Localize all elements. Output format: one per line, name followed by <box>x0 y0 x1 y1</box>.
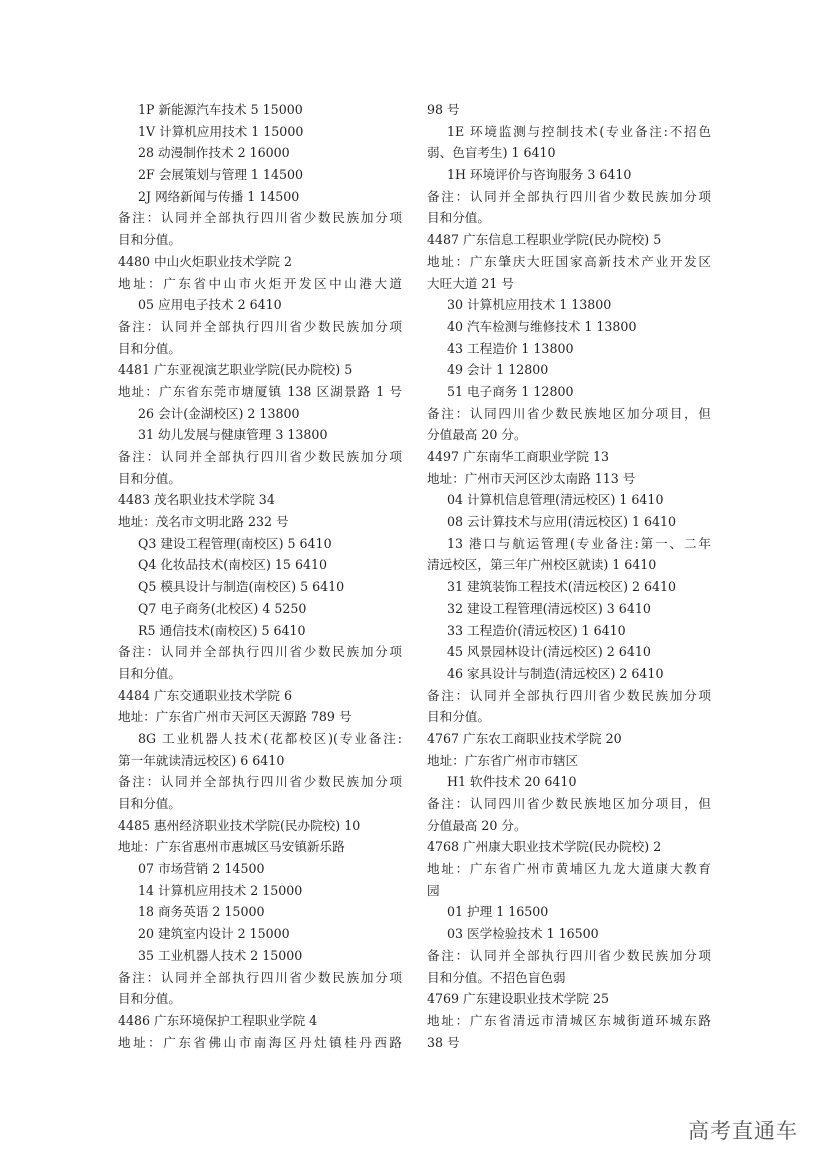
right-text-column <box>427 99 711 1053</box>
text-line: 18 商务英语 2 15000 <box>138 904 265 920</box>
text-line: 地址：广东省东莞市塘厦镇 138 区湖景路 1 号 <box>118 383 402 399</box>
text-line: Q5 模具设计与制造(南校区) 5 6410 <box>138 579 345 595</box>
text-line: 4484 广东交通职业技术学院 6 <box>118 687 293 703</box>
text-line: 1H 环境评价与咨询服务 3 6410 <box>447 167 632 183</box>
text-line: 30 计算机应用技术 1 13800 <box>447 297 612 313</box>
text-line: 4483 茂名职业技术学院 34 <box>118 492 275 508</box>
text-line: 大旺大道 21 号 <box>427 275 515 291</box>
text-line: 2J 网络新闻与传播 1 14500 <box>138 188 300 204</box>
text-line: 28 动漫制作技术 2 16000 <box>138 145 290 161</box>
text-line: 35 工业机器人技术 2 15000 <box>138 947 303 963</box>
text-line: 园 <box>427 882 440 898</box>
text-line: 备注：认同并全部执行四川省少数民族加分项 <box>118 644 402 660</box>
text-line: 38 号 <box>427 1034 460 1050</box>
text-line: 备注：认同并全部执行四川省少数民族加分项 <box>118 318 402 334</box>
text-line: H1 软件技术 20 6410 <box>447 774 577 790</box>
text-line: 31 建筑装饰工程技术(清远校区) 2 6410 <box>447 579 677 595</box>
text-line: 51 电子商务 1 12800 <box>447 383 574 399</box>
text-line: 备注：认同并全部执行四川省少数民族加分项 <box>427 188 711 204</box>
text-line: 2F 会展策划与管理 1 14500 <box>138 167 303 183</box>
text-line: 8G 工业机器人技术(花都校区)(专业备注: <box>138 730 402 746</box>
left-text-column <box>118 99 402 1053</box>
text-line: 31 幼儿发展与健康管理 3 13800 <box>138 427 328 443</box>
text-line: 目和分值。 <box>427 709 490 725</box>
text-line: 地址：广东省广州市黄埔区九龙大道康大教育 <box>427 861 711 877</box>
text-line: 14 计算机应用技术 2 15000 <box>138 882 303 898</box>
text-line: 目和分值。 <box>118 665 181 681</box>
text-line: 32 建设工程管理(清远校区) 3 6410 <box>447 600 651 616</box>
text-line: 49 会计 1 12800 <box>447 362 549 378</box>
text-line: 分值最高 20 分。 <box>427 427 527 443</box>
text-line: 4487 广东信息工程职业学院(民办院校) 5 <box>427 232 662 248</box>
text-line: 目和分值。 <box>118 991 181 1007</box>
text-line: 清远校区，第三年广州校区就读) 1 6410 <box>427 557 657 573</box>
text-line: 43 工程造价 1 13800 <box>447 340 574 356</box>
text-line: 地址：广东省惠州市惠城区马安镇新乐路 <box>118 839 345 855</box>
text-line: 4486 广东环境保护工程职业学院 4 <box>118 1012 318 1028</box>
text-line: R5 通信技术(南校区) 5 6410 <box>138 622 306 638</box>
text-line: 地址：广东省广州市天河区天源路 789 号 <box>118 709 352 725</box>
text-line: 98 号 <box>427 102 460 117</box>
text-line: 目和分值。 <box>118 232 181 248</box>
text-line: 45 风景园林设计(清远校区) 2 6410 <box>447 644 651 660</box>
text-line: 目和分值。不招色盲色弱 <box>427 969 566 985</box>
text-line: 04 计算机信息管理(清远校区) 1 6410 <box>447 492 664 508</box>
text-line: 备注：认同并全部执行四川省少数民族加分项 <box>427 687 711 703</box>
text-line: 分值最高 20 分。 <box>427 817 527 833</box>
text-line: 备注：认同并全部执行四川省少数民族加分项 <box>118 969 402 985</box>
text-line: 4768 广州康大职业技术学院(民办院校) 2 <box>427 839 662 855</box>
text-line: 4497 广东南华工商职业学院 13 <box>427 449 610 464</box>
text-line: 备注：认同四川省少数民族地区加分项目，但 <box>427 405 711 421</box>
text-line: Q4 化妆品技术(南校区) 15 6410 <box>138 557 327 573</box>
text-line: 4769 广东建设职业技术学院 25 <box>427 991 610 1007</box>
text-line: 07 市场营销 2 14500 <box>138 861 265 877</box>
text-line: 46 家具设计与制造(清远校区) 2 6410 <box>447 665 664 681</box>
text-line: 08 云计算技术与应用(清远校区) 1 6410 <box>447 514 677 530</box>
text-line: 目和分值。 <box>427 210 490 226</box>
text-line: 1E 环境监测与控制技术(专业备注:不招色 <box>447 123 711 139</box>
text-line: 地址：广东省中山市火炬开发区中山港大道 <box>118 275 402 291</box>
text-line: 备注：认同四川省少数民族地区加分项目，但 <box>427 796 711 811</box>
text-line: 备注：认同并全部执行四川省少数民族加分项 <box>118 774 402 790</box>
text-line: 地址：广东省清远市清城区东城街道环城东路 <box>427 1012 711 1028</box>
text-line: Q7 电子商务(北校区) 4 5250 <box>138 600 307 616</box>
text-line: 13 港口与航运管理(专业备注:第一、二年 <box>447 535 711 551</box>
text-line: Q3 建设工程管理(南校区) 5 6410 <box>138 535 332 551</box>
text-line: 4767 广东农工商职业技术学院 20 <box>427 730 622 746</box>
text-line: 03 医学检验技术 1 16500 <box>447 926 599 942</box>
text-line: 地址：广东肇庆大旺国家高新技术产业开发区 <box>427 253 711 269</box>
text-line: 备注：认同并全部执行四川省少数民族加分项 <box>118 449 402 464</box>
text-line: 4485 惠州经济职业技术学院(民办院校) 10 <box>118 817 361 833</box>
text-line: 地址：茂名市文明北路 232 号 <box>118 514 289 530</box>
text-line: 1V 计算机应用技术 1 15000 <box>138 123 304 139</box>
watermark-logo: 高考直通车 <box>688 1119 798 1143</box>
text-line: 目和分值。 <box>118 470 181 486</box>
text-line: 20 建筑室内设计 2 15000 <box>138 926 290 942</box>
text-line: 05 应用电子技术 2 6410 <box>138 297 282 313</box>
text-line: 4480 中山火炬职业技术学院 2 <box>118 253 293 269</box>
text-line: 目和分值。 <box>118 796 181 811</box>
text-line: 40 汽车检测与维修技术 1 13800 <box>447 318 637 334</box>
text-line: 01 护理 1 16500 <box>447 904 549 920</box>
text-line: 备注：认同并全部执行四川省少数民族加分项 <box>118 210 402 226</box>
text-line: 4481 广东亚视演艺职业学院(民办院校) 5 <box>118 362 353 378</box>
text-line: 地址：广州市天河区沙太南路 113 号 <box>427 470 636 486</box>
text-line: 地址：广东省佛山市南海区丹灶镇桂丹西路 <box>118 1034 402 1050</box>
text-line: 26 会计(金湖校区) 2 13800 <box>138 405 300 421</box>
text-line: 第一年就读清远校区) 6 6410 <box>118 752 285 768</box>
text-line: 目和分值。 <box>118 340 181 356</box>
text-line: 1P 新能源汽车技术 5 15000 <box>138 102 303 117</box>
text-line: 备注：认同并全部执行四川省少数民族加分项 <box>427 947 711 963</box>
text-line: 弱、色盲考生) 1 6410 <box>427 145 556 161</box>
text-line: 地址：广东省广州市市辖区 <box>427 752 579 768</box>
text-line: 33 工程造价(清远校区) 1 6410 <box>447 622 626 638</box>
